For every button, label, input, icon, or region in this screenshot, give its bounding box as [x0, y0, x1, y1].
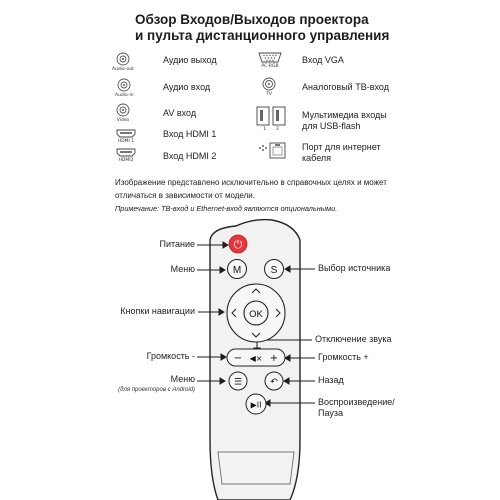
port-caption: PC-RGB — [261, 64, 279, 69]
port-label: AV вход — [163, 108, 197, 118]
disclaimer-line-2: отличаться в зависимости от модели. — [115, 191, 255, 200]
menu-button-label: M — [232, 265, 242, 276]
source-button-label: S — [270, 265, 278, 276]
remark-text: Примечание: ТВ-вход и Ethernet-вход являются опциональными. — [115, 204, 338, 213]
port-label: Вход VGA — [302, 55, 344, 65]
title-line-1: Обзор Входов/Выходов проектора — [135, 12, 369, 27]
mute-button[interactable]: ◀× — [249, 354, 263, 363]
port-caption: Audio-in — [115, 93, 134, 98]
port-label-line-2: кабеля — [302, 153, 332, 163]
port-caption: Video — [116, 118, 130, 123]
callout-mute: Отключение звука — [315, 334, 392, 344]
port-label: Вход HDMI 2 — [163, 151, 217, 161]
port-label: Аудио выход — [163, 55, 217, 65]
callout-play-pause — [318, 397, 395, 419]
callout-volume-up: Громкость + — [318, 352, 369, 362]
volume-down-button[interactable]: − — [233, 353, 243, 364]
callout-navigation: Кнопки навигации — [120, 306, 195, 316]
callout-menu-android-note: (для проекторов с Android) — [118, 387, 195, 393]
power-icon: ⏻ — [233, 238, 243, 251]
back-icon: ↶ — [270, 377, 278, 388]
callout-volume-down: Громкость - — [146, 351, 195, 361]
disclaimer-line-1: Изображение представлено исключительно в справочных целях и может — [115, 178, 387, 187]
callout-power: Питание — [159, 239, 195, 249]
volume-up-button[interactable]: + — [269, 353, 279, 364]
callout-menu-android: Меню — [170, 374, 195, 384]
port-caption: HDMI2 — [118, 158, 134, 163]
callout-source: Выбор источника — [318, 263, 391, 273]
callout-menu: Меню — [170, 264, 195, 274]
callout-back: Назад — [318, 375, 344, 385]
port-label: Аудио вход — [163, 82, 211, 92]
ok-button-label: OK — [249, 309, 263, 320]
list-icon: ☰ — [233, 377, 243, 388]
port-caption: TV — [266, 92, 272, 97]
callout-play-line-2: Пауза — [318, 408, 344, 418]
port-caption: HDMI 1 — [117, 139, 135, 144]
port-label: Аналоговый ТВ-вход — [302, 82, 389, 92]
port-label-line-1: Порт для интернет — [302, 142, 381, 152]
port-label: Вход HDMI 1 — [163, 129, 217, 139]
port-caption: Audio-out — [112, 67, 134, 72]
port-label-line-2: для USB-flash — [302, 121, 361, 131]
play-pause-icon: ▶II — [250, 400, 262, 410]
port-label-line-1: Мультимедиа входы — [302, 110, 387, 120]
callout-play-line-1: Воспроизведение/ — [318, 397, 395, 407]
port-caption: 1 2 — [263, 127, 279, 132]
title-line-2: и пульта дистанционного управления — [135, 28, 390, 43]
